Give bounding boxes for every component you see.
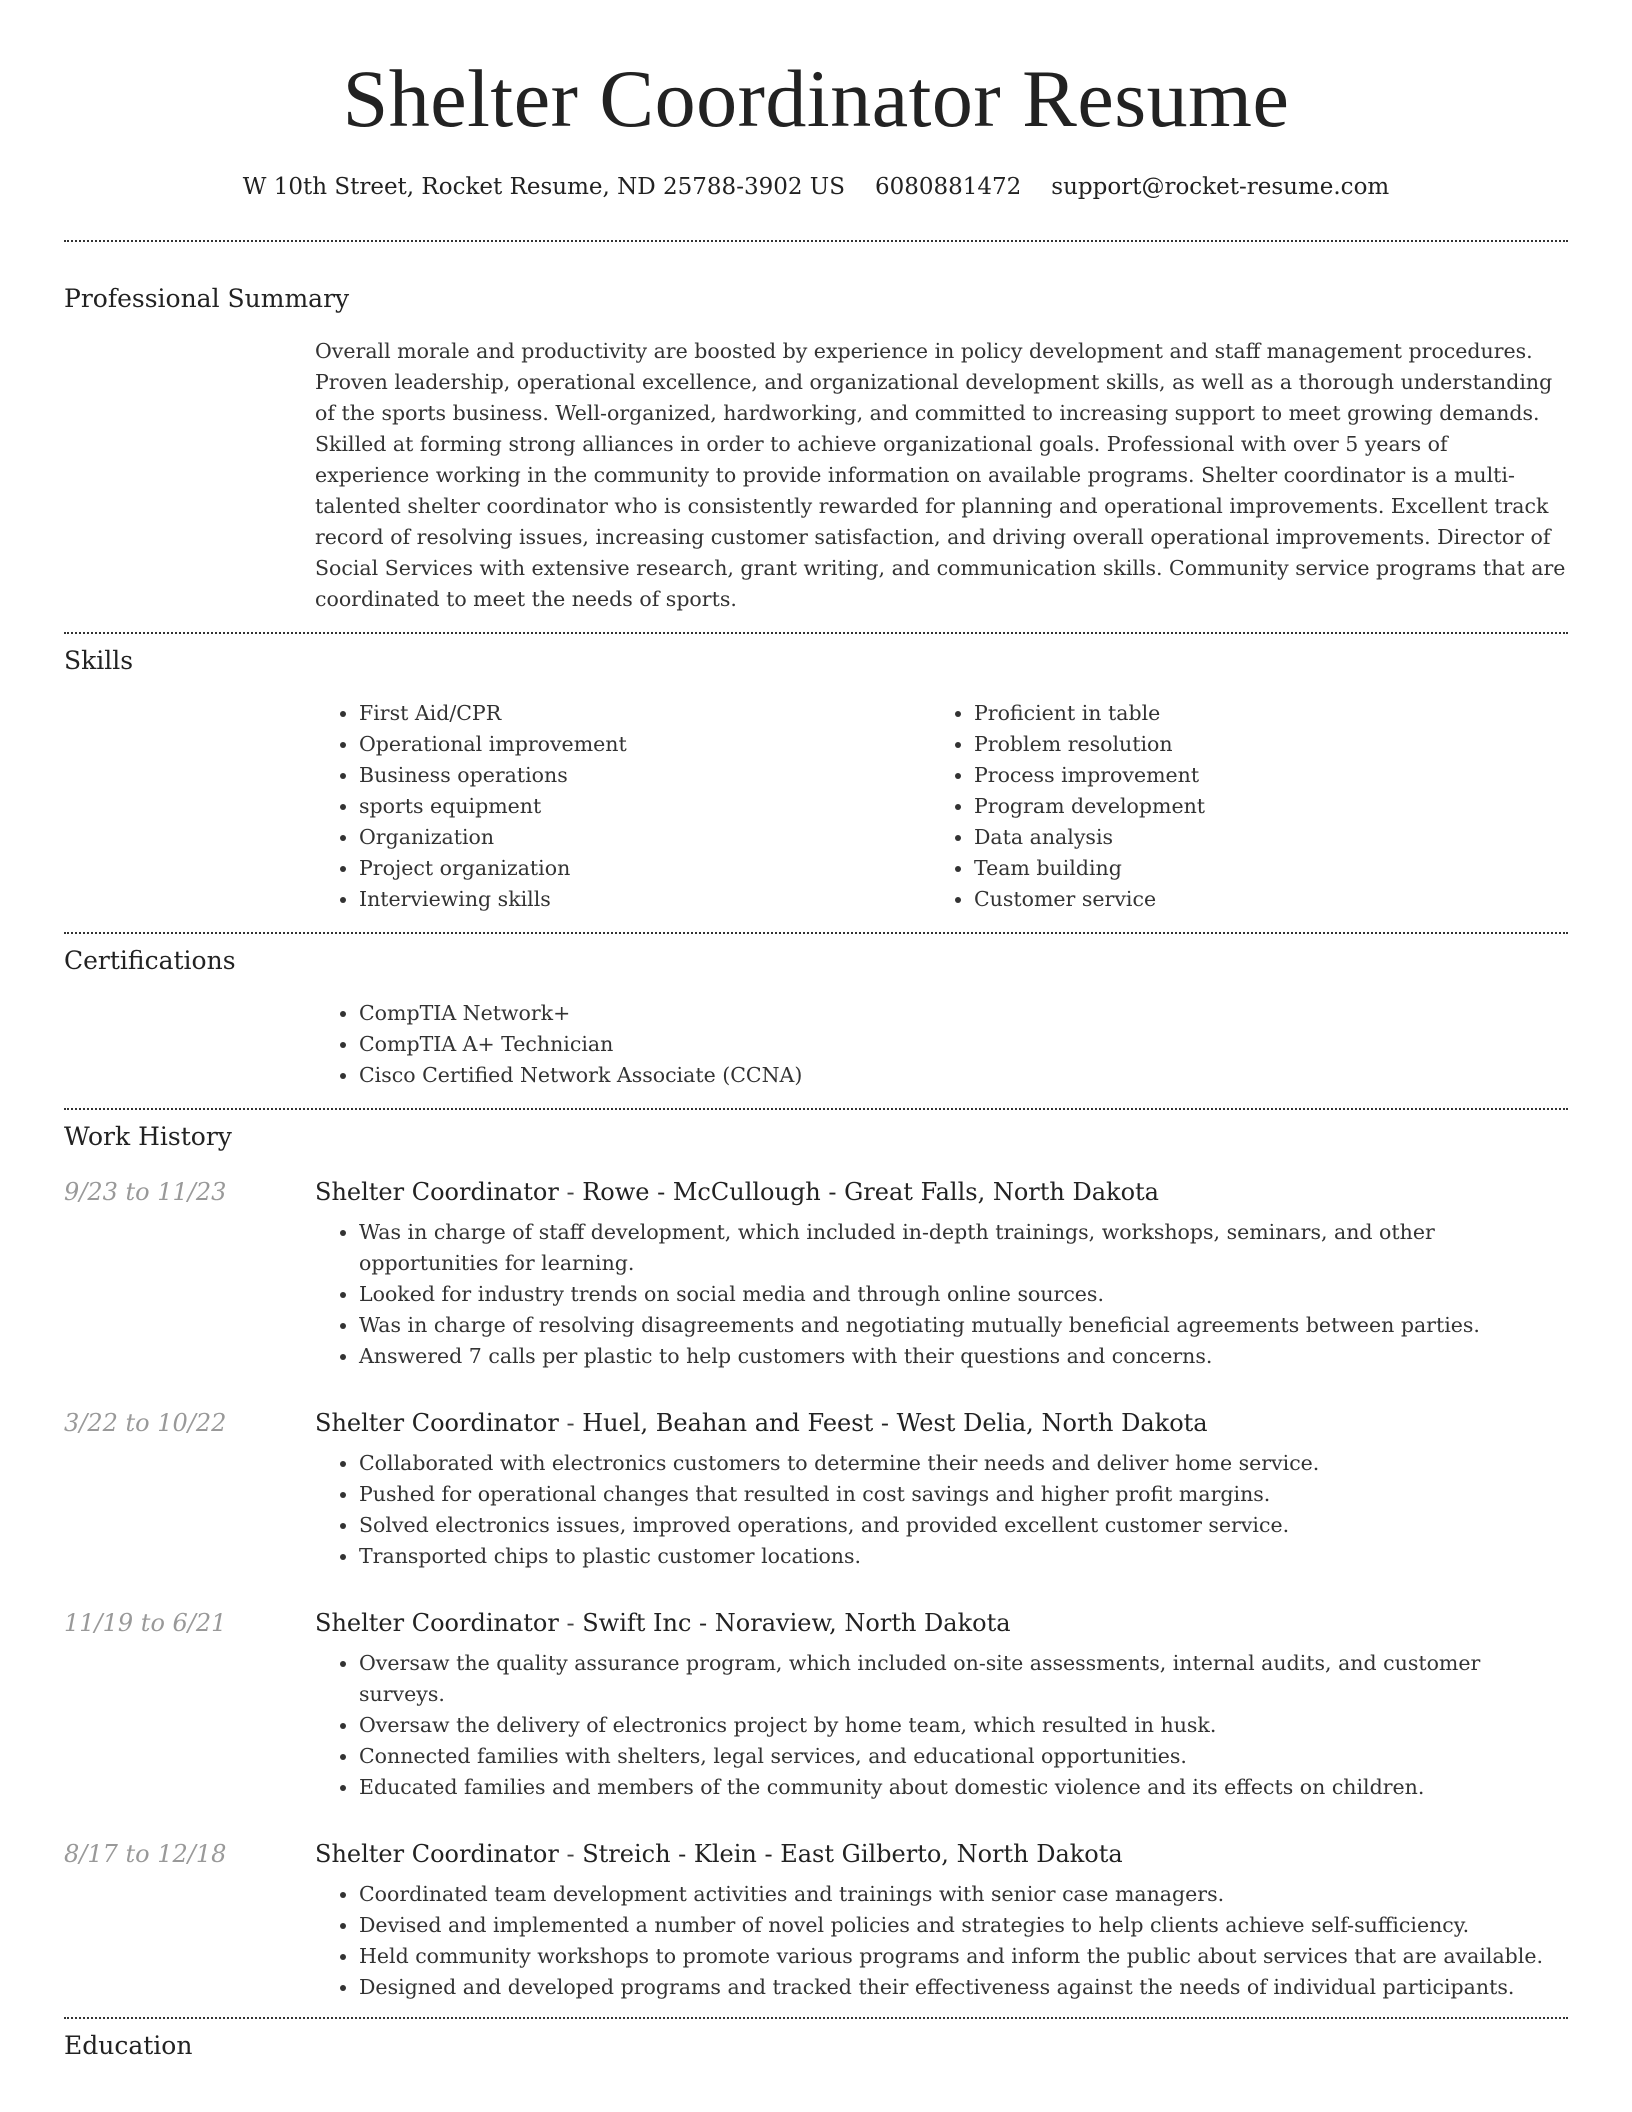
resume-page <box>64 0 1568 2060</box>
job-heading: Shelter Coordinator - Rowe - McCullough - Great Falls, North Dakota <box>315 1178 1159 1206</box>
skill-item: • sports equipment <box>359 791 930 822</box>
job-bullet: • Looked for industry trends on social media and through online sources. <box>359 1279 1568 1310</box>
certifications-list <box>315 998 1568 1091</box>
job-heading: Shelter Coordinator - Swift Inc - Noraview, North Dakota <box>315 1609 1011 1637</box>
skill-item: • Proficient in table <box>974 698 1545 729</box>
job-bullet: • Held community workshops to promote various programs and inform the public about services that are available. <box>359 1941 1568 1972</box>
skill-item: • Interviewing skills <box>359 884 930 915</box>
job-employer: Huel, Beahan and Feest - West Delia, North Dakota <box>582 1409 1208 1437</box>
skill-item: • Process improvement <box>974 760 1545 791</box>
skill-item: • Business operations <box>359 760 930 791</box>
job-bullet: • Educated families and members of the community about domestic violence and its effects on children. <box>359 1772 1568 1803</box>
skill-item: • Data analysis <box>974 822 1545 853</box>
skill-item: • Organization <box>359 822 930 853</box>
contact-email: support@rocket-resume.com <box>1051 174 1390 200</box>
section-divider <box>64 240 1568 242</box>
job-bullet: • Pushed for operational changes that resulted in cost savings and higher profit margins. <box>359 1479 1568 1510</box>
summary-text: Overall morale and productivity are boosted by experience in policy development and staff management procedures. Proven leadership, operational excellence, and organizational development skills, as well as a thorough understanding of the sports business. Well-organized, hardworking, and committed to increasing support to meet growing demands. Skilled at forming strong alliances in order to achieve organizational goals. Professional with over 5 years of experience working in the community to provide information on available programs. Shelter coordinator is a multi-talented shelter coordinator who is consistently rewarded for planning and operational improvements. Excellent track record of resolving issues, increasing customer satisfaction, and driving overall operational improvements. Director of Social Services with extensive research, grant writing, and communication skills. Community service programs that are coordinated to meet the needs of sports. <box>315 339 1566 611</box>
section-divider <box>64 1108 1568 1110</box>
job-bullet: • Was in charge of staff development, which included in-depth trainings, workshops, seminars, and other opportunities for learning. <box>359 1217 1568 1279</box>
skill-item: • Program development <box>974 791 1545 822</box>
job-bullet: • Connected families with shelters, legal services, and educational opportunities. <box>359 1741 1568 1772</box>
job-bullet: • Collaborated with electronics customers to determine their needs and deliver home service. <box>359 1448 1568 1479</box>
skill-item: • Customer service <box>974 884 1545 915</box>
job-entry <box>64 1177 1568 1372</box>
certification-item: • CompTIA Network+ <box>359 998 1568 1029</box>
skill-item: • Team building <box>974 853 1545 884</box>
job-heading: Shelter Coordinator - Huel, Beahan and Feest - West Delia, North Dakota <box>315 1409 1208 1437</box>
job-employer: Streich - Klein - East Gilberto, North Dakota <box>582 1840 1123 1868</box>
section-divider <box>64 2017 1568 2019</box>
certification-item: • CompTIA A+ Technician <box>359 1029 1568 1060</box>
job-dates: 9/23 to 11/23 <box>64 1178 227 1206</box>
job-employer: Rowe - McCullough - Great Falls, North Dakota <box>582 1178 1159 1206</box>
section-divider <box>64 632 1568 634</box>
page-title: Shelter Coordinator Resume <box>342 53 1290 144</box>
job-title: Shelter Coordinator <box>315 1840 559 1868</box>
summary-heading: Professional Summary <box>64 284 350 313</box>
job-entry <box>64 1839 1568 2003</box>
job-heading: Shelter Coordinator - Streich - Klein - East Gilberto, North Dakota <box>315 1840 1123 1868</box>
job-bullet: • Devised and implemented a number of novel policies and strategies to help clients achieve self-sufficiency. <box>359 1910 1568 1941</box>
job-bullet: • Was in charge of resolving disagreements and negotiating mutually beneficial agreements between parties. <box>359 1310 1568 1341</box>
contact-phone: 6080881472 <box>874 174 1022 200</box>
skill-item: • Operational improvement <box>359 729 930 760</box>
job-dates: 11/19 to 6/21 <box>64 1609 227 1637</box>
certifications-heading: Certifications <box>64 946 236 975</box>
job-bullet: • Coordinated team development activities and trainings with senior case managers. <box>359 1879 1568 1910</box>
certification-item: • Cisco Certified Network Associate (CCNA) <box>359 1060 1568 1091</box>
job-bullet: • Answered 7 calls per plastic to help customers with their questions and concerns. <box>359 1341 1568 1372</box>
skills-list <box>315 698 1568 915</box>
job-title: Shelter Coordinator <box>315 1409 559 1437</box>
job-dates: 3/22 to 10/22 <box>64 1409 227 1437</box>
skill-item: • First Aid/CPR <box>359 698 930 729</box>
job-bullet: • Oversaw the quality assurance program, which included on-site assessments, internal audits, and customer surveys. <box>359 1648 1568 1710</box>
work-history-heading: Work History <box>64 1122 232 1151</box>
job-bullet: • Solved electronics issues, improved operations, and provided excellent customer service. <box>359 1510 1568 1541</box>
skills-column-left <box>315 698 930 915</box>
skills-heading: Skills <box>64 646 134 675</box>
job-bullet: • Transported chips to plastic customer locations. <box>359 1541 1568 1572</box>
skill-item: • Project organization <box>359 853 930 884</box>
job-dates: 8/17 to 12/18 <box>64 1840 227 1868</box>
skills-column-right <box>930 698 1545 915</box>
job-title: Shelter Coordinator <box>315 1609 559 1637</box>
job-title: Shelter Coordinator <box>315 1178 559 1206</box>
contact-address: W 10th Street, Rocket Resume, ND 25788-3902 US <box>242 174 845 200</box>
job-bullet: • Designed and developed programs and tracked their effectiveness against the needs of individual participants. <box>359 1972 1568 2003</box>
section-divider <box>64 932 1568 934</box>
job-employer: Swift Inc - Noraview, North Dakota <box>582 1609 1011 1637</box>
education-heading: Education <box>64 2031 193 2060</box>
job-entry <box>64 1408 1568 1572</box>
contact-line <box>64 174 1568 200</box>
job-entry <box>64 1608 1568 1803</box>
skill-item: • Problem resolution <box>974 729 1545 760</box>
job-bullet: • Oversaw the delivery of electronics project by home team, which resulted in husk. <box>359 1710 1568 1741</box>
